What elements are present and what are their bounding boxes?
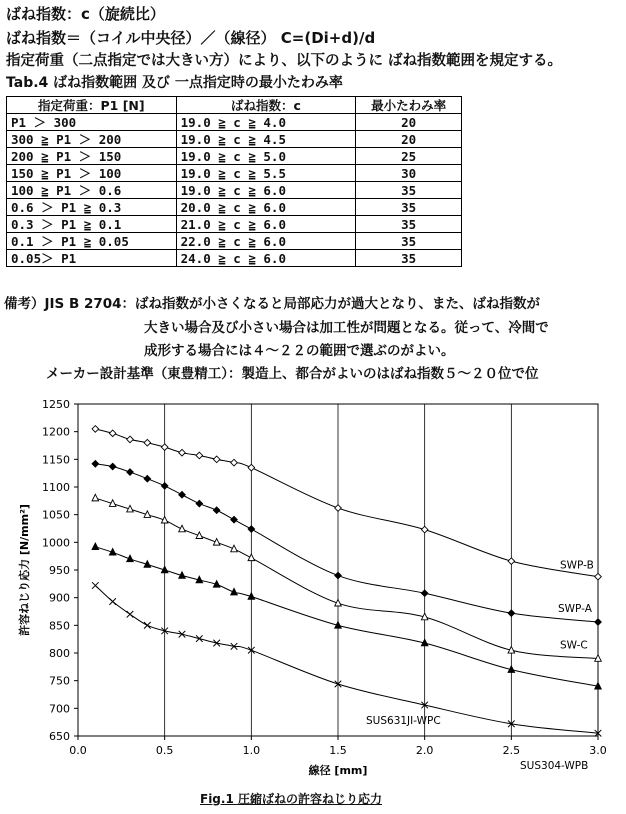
series-label: SWP-B bbox=[560, 559, 594, 572]
table-row bbox=[7, 165, 462, 182]
x-tick-label: 2.5 bbox=[502, 744, 521, 757]
deflection-cell: 20 bbox=[356, 114, 462, 131]
x-tick-label: 0.0 bbox=[69, 744, 87, 757]
load-cell: 150 ≧ P1 ＞ 100 bbox=[7, 165, 177, 182]
table-header-row bbox=[7, 97, 462, 114]
data-point bbox=[213, 456, 220, 463]
load-cell: 0.6 ＞ P1 ≧ 0.3 bbox=[7, 199, 177, 216]
table-row bbox=[7, 250, 462, 267]
y-axis-label: 許容ねじり応力 [N/mm²] bbox=[18, 504, 31, 636]
data-point bbox=[144, 622, 151, 629]
data-point bbox=[335, 572, 342, 579]
spring-index-rule: 指定荷重（二点指定では大きい方）により、以下のように ばね指数範囲を規定する。 bbox=[6, 53, 563, 69]
data-point bbox=[179, 449, 186, 456]
table-row bbox=[7, 148, 462, 165]
load-cell: 0.05＞ P1 bbox=[7, 250, 177, 267]
data-point bbox=[179, 491, 186, 498]
note-line-3: 成形する場合には４～２２の範囲で選ぶのがよい。 bbox=[144, 343, 455, 359]
y-tick-label: 900 bbox=[49, 591, 70, 605]
data-point bbox=[144, 475, 151, 482]
data-point bbox=[109, 463, 116, 470]
data-point bbox=[335, 505, 342, 512]
deflection-cell: 35 bbox=[356, 199, 462, 216]
allowable-torsion-stress-chart bbox=[0, 388, 626, 788]
load-cell: P1 ＞ 300 bbox=[7, 114, 177, 131]
series-label: SUS304-WPB bbox=[520, 760, 589, 773]
x-axis-label: 線径 [mm] bbox=[308, 764, 368, 777]
series-line-1 bbox=[95, 464, 598, 622]
figure-caption: Fig.1 圧縮ばねの許容ねじり応力 bbox=[200, 792, 382, 806]
y-tick-label: 800 bbox=[49, 647, 70, 660]
data-point bbox=[127, 436, 134, 443]
note-line-1: 備考）JIS B 2704：ばね指数が小さくなると局部応力が過大となり、また、ばね指数が bbox=[4, 296, 541, 312]
y-tick-label: 1200 bbox=[42, 425, 70, 439]
data-point bbox=[421, 526, 428, 533]
data-point bbox=[92, 426, 99, 433]
data-point bbox=[109, 430, 116, 437]
data-point bbox=[92, 460, 99, 467]
data-point bbox=[127, 469, 134, 476]
data-point bbox=[231, 516, 238, 523]
y-tick-label: 750 bbox=[49, 674, 70, 688]
table-row bbox=[7, 182, 462, 199]
table-row bbox=[7, 233, 462, 250]
series-label: SWP-A bbox=[558, 603, 592, 616]
index-cell: 21.0 ≧ c ≧ 6.0 bbox=[176, 216, 356, 233]
data-point bbox=[92, 582, 99, 589]
data-point bbox=[248, 464, 255, 471]
data-point bbox=[161, 483, 168, 490]
index-cell: 24.0 ≧ c ≧ 6.0 bbox=[176, 250, 356, 267]
index-cell: 19.0 ≧ c ≧ 4.5 bbox=[176, 131, 356, 148]
index-cell: 19.0 ≧ c ≧ 4.0 bbox=[176, 114, 356, 131]
series-line-0 bbox=[95, 429, 598, 577]
y-tick-label: 1100 bbox=[42, 481, 70, 494]
series-line-4 bbox=[95, 585, 598, 733]
deflection-cell: 35 bbox=[356, 182, 462, 199]
table-row bbox=[7, 114, 462, 131]
index-cell: 22.0 ≧ c ≧ 6.0 bbox=[176, 233, 356, 250]
load-cell: 200 ≧ P1 ＞ 150 bbox=[7, 148, 177, 165]
deflection-cell: 35 bbox=[356, 216, 462, 233]
data-point bbox=[196, 635, 203, 642]
data-point bbox=[179, 525, 186, 532]
y-tick-label: 1000 bbox=[42, 536, 70, 550]
index-cell: 19.0 ≧ c ≧ 5.0 bbox=[176, 148, 356, 165]
maker-standard-note: メーカー設計基準（東豊精工）：製造上、都合がよいのはばね指数５～２０位で位 bbox=[46, 366, 539, 382]
data-point bbox=[213, 507, 220, 514]
index-cell: 20.0 ≧ c ≧ 6.0 bbox=[176, 199, 356, 216]
deflection-cell: 35 bbox=[356, 233, 462, 250]
spring-index-formula: ばね指数＝（コイル中央径）／（線径） C=(Di+d)/d bbox=[6, 29, 376, 47]
load-cell: 0.3 ＞ P1 ≧ 0.1 bbox=[7, 216, 177, 233]
y-tick-label: 1050 bbox=[42, 508, 70, 522]
index-cell: 19.0 ≧ c ≧ 6.0 bbox=[176, 182, 356, 199]
header-deflection: 最小たわみ率 bbox=[356, 97, 462, 114]
table-row bbox=[7, 199, 462, 216]
data-point bbox=[508, 610, 515, 617]
note-line-2: 大きい場合及び小さい場合は加工性が問題となる。従って、冷間で bbox=[144, 320, 549, 336]
table-caption: Tab.4 ばね指数範囲 及び 一点指定時の最小たわみ率 bbox=[6, 75, 343, 91]
y-tick-label: 850 bbox=[49, 619, 70, 633]
series-label: SW-C bbox=[560, 639, 588, 652]
data-point bbox=[161, 444, 168, 451]
data-point bbox=[595, 619, 602, 626]
table-row bbox=[7, 131, 462, 148]
header-load: 指定荷重：P1 [N] bbox=[7, 97, 177, 114]
load-cell: 0.1 ＞ P1 ≧ 0.05 bbox=[7, 233, 177, 250]
data-point bbox=[248, 526, 255, 533]
table-row bbox=[7, 216, 462, 233]
load-cell: 100 ≧ P1 ＞ 0.6 bbox=[7, 182, 177, 199]
data-point bbox=[127, 611, 134, 618]
y-tick-label: 1150 bbox=[42, 453, 70, 467]
y-tick-label: 1250 bbox=[42, 398, 70, 411]
x-tick-label: 0.5 bbox=[155, 744, 174, 757]
index-cell: 19.0 ≧ c ≧ 5.5 bbox=[176, 165, 356, 182]
data-point bbox=[109, 598, 116, 605]
data-point bbox=[421, 590, 428, 597]
x-tick-label: 1.5 bbox=[329, 744, 347, 757]
load-cell: 300 ≧ P1 ＞ 200 bbox=[7, 131, 177, 148]
data-point bbox=[92, 543, 99, 550]
deflection-cell: 30 bbox=[356, 165, 462, 182]
data-point bbox=[144, 439, 151, 446]
series-label: SUS631JI-WPC bbox=[366, 715, 441, 728]
series-line-3 bbox=[95, 547, 598, 686]
x-tick-label: 3.0 bbox=[589, 744, 607, 757]
data-point bbox=[595, 573, 602, 580]
data-point bbox=[196, 500, 203, 507]
x-tick-label: 1.0 bbox=[242, 744, 261, 757]
data-point bbox=[92, 494, 99, 501]
y-tick-label: 650 bbox=[49, 730, 70, 743]
spring-index-title: ばね指数：c（旋続比） bbox=[6, 5, 165, 23]
y-tick-label: 700 bbox=[49, 702, 70, 716]
deflection-cell: 20 bbox=[356, 131, 462, 148]
data-point bbox=[508, 558, 515, 565]
deflection-cell: 35 bbox=[356, 250, 462, 267]
data-point bbox=[231, 459, 238, 466]
x-tick-label: 2.0 bbox=[415, 744, 434, 757]
y-tick-label: 950 bbox=[49, 564, 70, 577]
spring-index-table bbox=[6, 96, 462, 267]
data-point bbox=[196, 452, 203, 459]
deflection-cell: 25 bbox=[356, 148, 462, 165]
header-index: ばね指数：c bbox=[176, 97, 356, 114]
data-point bbox=[248, 554, 255, 561]
